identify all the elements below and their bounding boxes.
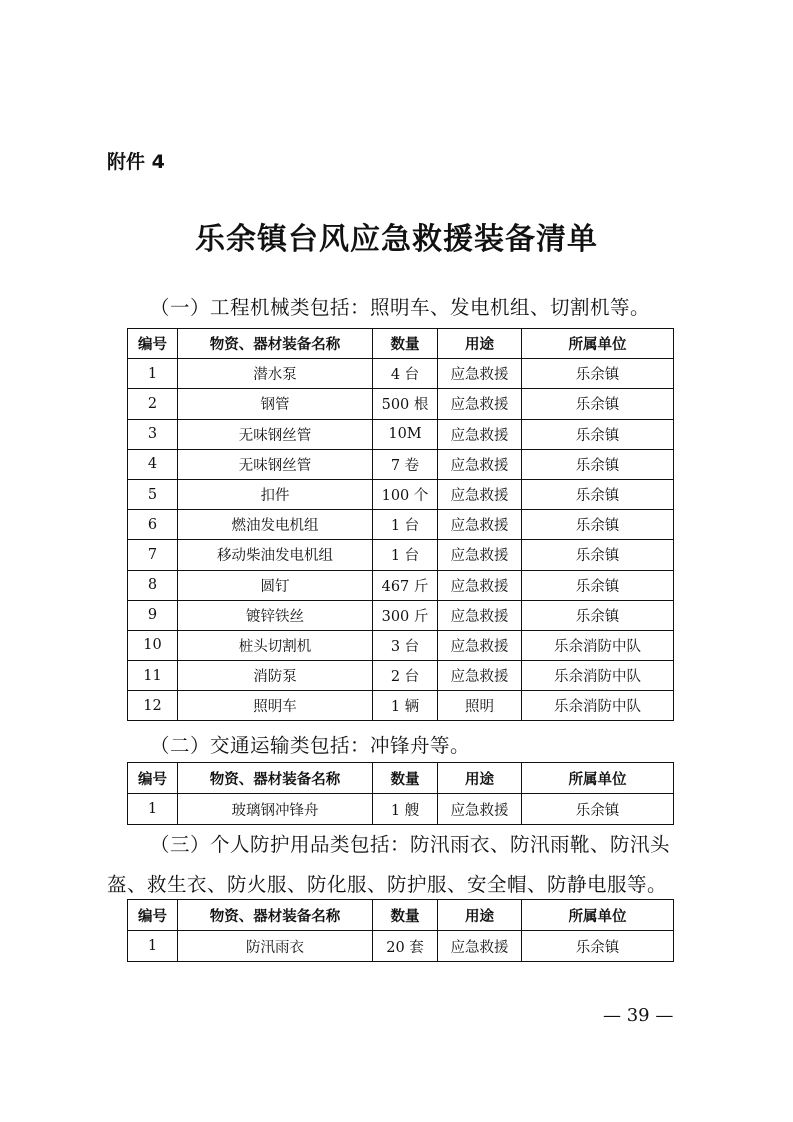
table-row bbox=[128, 931, 674, 962]
header-quantity: 数量 bbox=[373, 763, 438, 794]
cell-purpose: 应急救援 bbox=[438, 449, 522, 479]
cell-item-name: 镀锌铁丝 bbox=[178, 600, 373, 630]
cell-unit: 乐余镇 bbox=[522, 419, 674, 449]
cell-purpose: 应急救援 bbox=[438, 630, 522, 660]
header-purpose: 用途 bbox=[438, 763, 522, 794]
cell-unit: 乐余镇 bbox=[522, 359, 674, 389]
cell-unit: 乐余镇 bbox=[522, 389, 674, 419]
cell-purpose: 应急救援 bbox=[438, 570, 522, 600]
cell-unit: 乐余消防中队 bbox=[522, 691, 674, 721]
cell-quantity: 100 个 bbox=[373, 479, 438, 509]
section-1-heading: （一）工程机械类包括：照明车、发电机组、切割机等。 bbox=[150, 296, 651, 319]
cell-number: 4 bbox=[128, 449, 178, 479]
header-unit: 所属单位 bbox=[522, 329, 674, 359]
table-personal-protection bbox=[127, 899, 674, 962]
cell-number: 12 bbox=[128, 691, 178, 721]
cell-number: 1 bbox=[128, 931, 178, 962]
table-row bbox=[128, 540, 674, 570]
cell-purpose: 照明 bbox=[438, 691, 522, 721]
table-body bbox=[128, 359, 674, 721]
cell-item-name: 燃油发电机组 bbox=[178, 510, 373, 540]
cell-quantity: 1 台 bbox=[373, 510, 438, 540]
header-unit: 所属单位 bbox=[522, 763, 674, 794]
header-unit: 所属单位 bbox=[522, 900, 674, 931]
cell-item-name: 消防泵 bbox=[178, 661, 373, 691]
header-purpose: 用途 bbox=[438, 900, 522, 931]
cell-number: 1 bbox=[128, 794, 178, 825]
cell-quantity: 2 台 bbox=[373, 661, 438, 691]
page-number: — 39 — bbox=[603, 1005, 674, 1026]
table-transportation bbox=[127, 762, 674, 825]
table-row bbox=[128, 449, 674, 479]
cell-unit: 乐余镇 bbox=[522, 510, 674, 540]
table-body bbox=[128, 931, 674, 962]
cell-quantity: 1 辆 bbox=[373, 691, 438, 721]
table-row bbox=[128, 630, 674, 660]
header-item-name: 物资、器材装备名称 bbox=[178, 900, 373, 931]
cell-quantity: 10M bbox=[373, 419, 438, 449]
cell-purpose: 应急救援 bbox=[438, 389, 522, 419]
header-purpose: 用途 bbox=[438, 329, 522, 359]
table-header-row bbox=[128, 763, 674, 794]
cell-purpose: 应急救援 bbox=[438, 419, 522, 449]
table-row bbox=[128, 479, 674, 509]
cell-unit: 乐余镇 bbox=[522, 600, 674, 630]
cell-unit: 乐余消防中队 bbox=[522, 630, 674, 660]
cell-unit: 乐余镇 bbox=[522, 794, 674, 825]
cell-unit: 乐余镇 bbox=[522, 540, 674, 570]
table-header-row bbox=[128, 329, 674, 359]
table-row bbox=[128, 691, 674, 721]
cell-quantity: 467 斤 bbox=[373, 570, 438, 600]
cell-quantity: 20 套 bbox=[373, 931, 438, 962]
cell-unit: 乐余镇 bbox=[522, 931, 674, 962]
cell-purpose: 应急救援 bbox=[438, 359, 522, 389]
cell-item-name: 照明车 bbox=[178, 691, 373, 721]
cell-item-name: 桩头切割机 bbox=[178, 630, 373, 660]
cell-quantity: 500 根 bbox=[373, 389, 438, 419]
cell-purpose: 应急救援 bbox=[438, 794, 522, 825]
table-row bbox=[128, 359, 674, 389]
table-row bbox=[128, 794, 674, 825]
cell-item-name: 玻璃钢冲锋舟 bbox=[178, 794, 373, 825]
cell-number: 2 bbox=[128, 389, 178, 419]
header-number: 编号 bbox=[128, 329, 178, 359]
cell-unit: 乐余镇 bbox=[522, 449, 674, 479]
header-item-name: 物资、器材装备名称 bbox=[178, 763, 373, 794]
cell-item-name: 扣件 bbox=[178, 479, 373, 509]
cell-item-name: 潜水泵 bbox=[178, 359, 373, 389]
cell-number: 10 bbox=[128, 630, 178, 660]
cell-number: 11 bbox=[128, 661, 178, 691]
cell-quantity: 7 卷 bbox=[373, 449, 438, 479]
table-row bbox=[128, 570, 674, 600]
cell-item-name: 钢管 bbox=[178, 389, 373, 419]
table-row bbox=[128, 600, 674, 630]
cell-purpose: 应急救援 bbox=[438, 540, 522, 570]
cell-quantity: 3 台 bbox=[373, 630, 438, 660]
cell-quantity: 4 台 bbox=[373, 359, 438, 389]
cell-quantity: 1 艘 bbox=[373, 794, 438, 825]
section-3-heading-line2: 盔、救生衣、防火服、防化服、防护服、安全帽、防静电服等。 bbox=[107, 873, 668, 896]
header-number: 编号 bbox=[128, 900, 178, 931]
header-quantity: 数量 bbox=[373, 900, 438, 931]
cell-unit: 乐余消防中队 bbox=[522, 661, 674, 691]
cell-item-name: 圆钉 bbox=[178, 570, 373, 600]
header-number: 编号 bbox=[128, 763, 178, 794]
table-header-row bbox=[128, 900, 674, 931]
cell-unit: 乐余镇 bbox=[522, 570, 674, 600]
cell-unit: 乐余镇 bbox=[522, 479, 674, 509]
table-row bbox=[128, 389, 674, 419]
table-engineering-machinery bbox=[127, 328, 674, 721]
header-quantity: 数量 bbox=[373, 329, 438, 359]
section-3-heading-line1: （三）个人防护用品类包括：防汛雨衣、防汛雨靴、防汛头 bbox=[150, 833, 671, 856]
cell-number: 8 bbox=[128, 570, 178, 600]
cell-number: 7 bbox=[128, 540, 178, 570]
cell-purpose: 应急救援 bbox=[438, 661, 522, 691]
cell-number: 1 bbox=[128, 359, 178, 389]
cell-number: 3 bbox=[128, 419, 178, 449]
table-row bbox=[128, 419, 674, 449]
cell-item-name: 无味钢丝管 bbox=[178, 419, 373, 449]
cell-purpose: 应急救援 bbox=[438, 931, 522, 962]
attachment-label: 附件 4 bbox=[107, 151, 165, 173]
cell-quantity: 1 台 bbox=[373, 540, 438, 570]
cell-number: 9 bbox=[128, 600, 178, 630]
table-row bbox=[128, 661, 674, 691]
section-2-heading: （二）交通运输类包括：冲锋舟等。 bbox=[150, 734, 471, 757]
cell-item-name: 防汛雨衣 bbox=[178, 931, 373, 962]
cell-item-name: 无味钢丝管 bbox=[178, 449, 373, 479]
cell-number: 5 bbox=[128, 479, 178, 509]
cell-purpose: 应急救援 bbox=[438, 510, 522, 540]
cell-item-name: 移动柴油发电机组 bbox=[178, 540, 373, 570]
cell-number: 6 bbox=[128, 510, 178, 540]
table-row bbox=[128, 510, 674, 540]
cell-quantity: 300 斤 bbox=[373, 600, 438, 630]
header-item-name: 物资、器材装备名称 bbox=[178, 329, 373, 359]
cell-purpose: 应急救援 bbox=[438, 600, 522, 630]
table-body bbox=[128, 794, 674, 825]
document-title: 乐余镇台风应急救援装备清单 bbox=[195, 222, 598, 257]
cell-purpose: 应急救援 bbox=[438, 479, 522, 509]
